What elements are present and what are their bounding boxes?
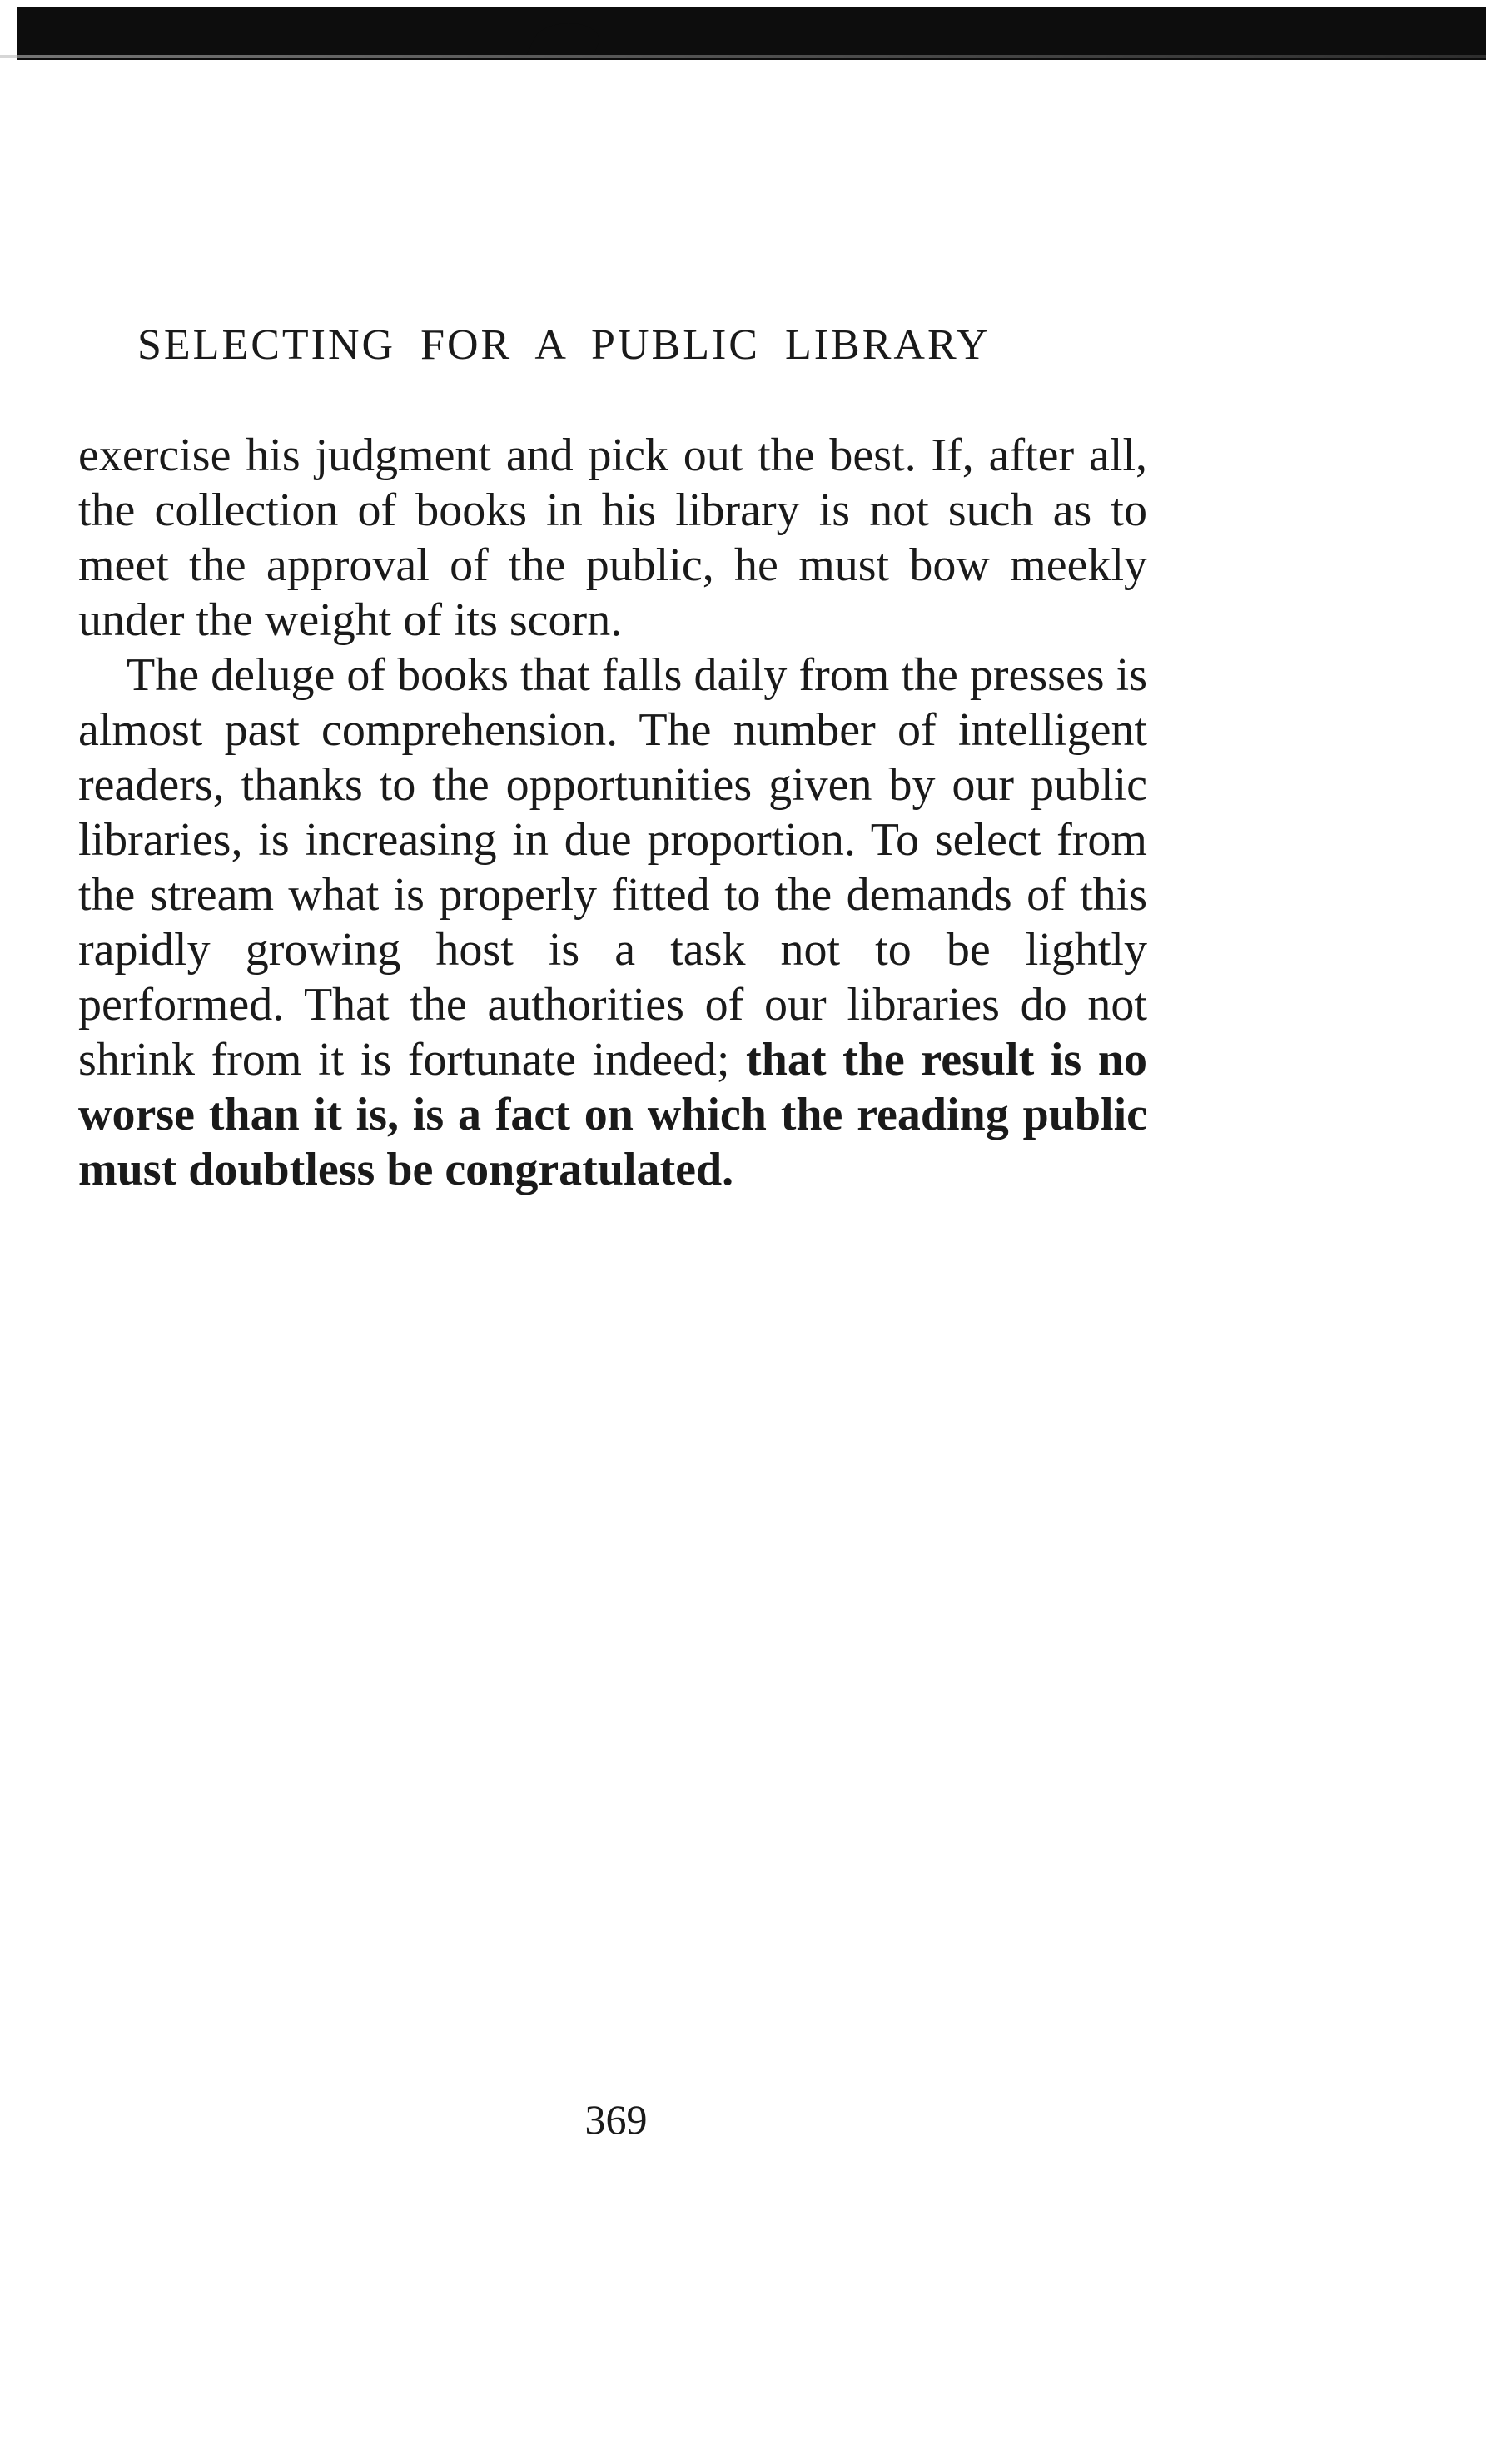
page-number: 369 (584, 2096, 648, 2143)
body-text (78, 428, 1147, 1197)
scan-edge-shadow (0, 55, 1486, 58)
paragraph-2-bold: that the result is no worse than it is, is a fact on which the reading public must doubtless be congratulated. (78, 1034, 1147, 1195)
paragraph-2-regular: The deluge of books that falls daily from the presses is almost past comprehension. The number of intelligent readers, thanks to the opportunities given by our public libraries, is increasing in due proportion. To select from the stream what is properly fitted to the demands of this rapidly growing host is a task not to be lightly performed. That the authorities of our libraries do not shrink from it is fortunate indeed; (78, 649, 1147, 1085)
running-head: SELECTING FOR A PUBLIC LIBRARY (137, 321, 991, 369)
scan-edge-bar (17, 7, 1486, 60)
paragraph-2 (78, 648, 1147, 1197)
paragraph-1: exercise his judgment and pick out the best. If, after all, the collection of books in his library is not such as to meet the approval of the public, he must bow meekly under the weight of its scorn. (78, 430, 1147, 646)
